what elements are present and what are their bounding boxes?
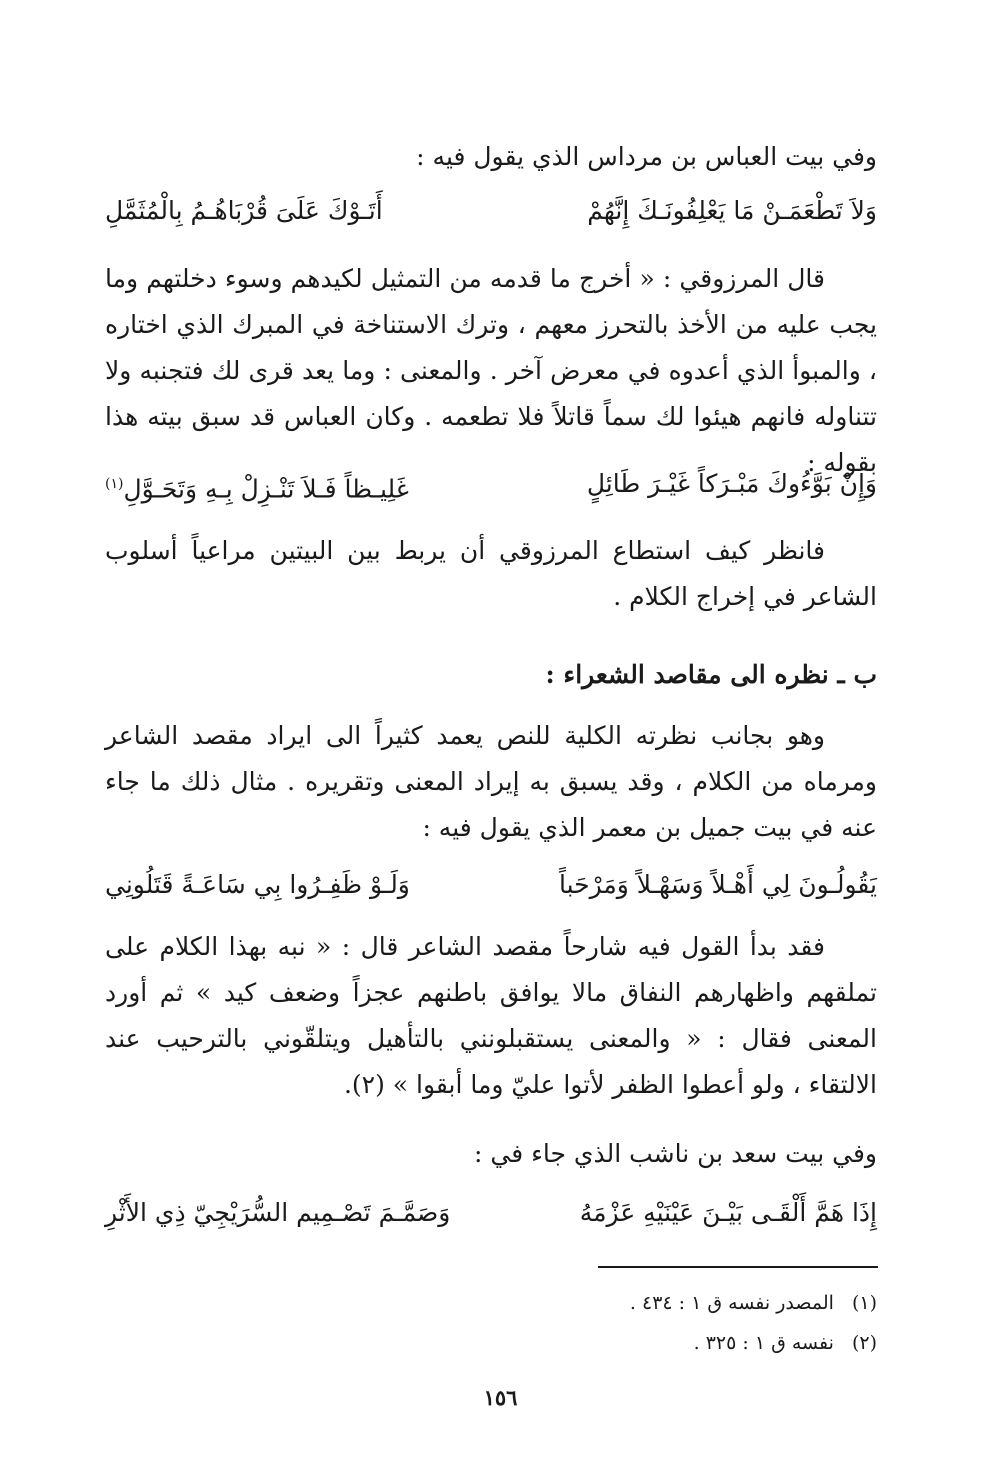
footnote-number: (١) xyxy=(851,1292,877,1314)
verse-first-hemistich: وَلاَ تَطْعَمَـنْ مَا يَعْلِفُونَـكَ إِنَّهُمْ xyxy=(587,196,877,225)
verse-first-hemistich: يَقُولُـونَ لِي أَهْـلاً وَسَهْـلاً وَمَرْحَباً xyxy=(558,870,877,899)
verse-abbas-1 xyxy=(105,188,877,234)
verse-second-hemistich: وَصَمَّـمَ تَصْـمِيم السُّرَيْجِيّ ذِي الأَثْرِ xyxy=(105,1198,451,1227)
footnote-text: نفسه ق ١ : ٣٢٥ . xyxy=(693,1332,834,1354)
section-heading: ب ـ نظره الى مقاصد الشعراء : xyxy=(545,660,877,689)
intro-line-abbas: وفي بيت العباس بن مرداس الذي يقول فيه : xyxy=(416,142,877,171)
verse-first-hemistich: وَإِنْ بَوَّءُوكَ مَبْـرَكاً غَيْـرَ طَائِلٍ xyxy=(586,469,877,498)
verse-saad xyxy=(105,1190,877,1236)
footnote-separator xyxy=(598,1266,878,1268)
footnote-1 xyxy=(105,1288,877,1318)
paragraph-explanation: فقد بدأ القول فيه شارحاً مقصد الشاعر قال : « نبه بهذا الكلام على تملقهم واظهارهم النفاق مالا يوافق باطنهم عجزاً وضعف كيد » ثم أورد المعنى فقال : « والمعنى يستقبلونني بالتأهيل ويتلقّوني بالترحيب عند الالتقاء ، ولو أعطوا الظفر لأتوا عليّ وما أبقوا » (٢). xyxy=(105,932,877,1099)
verse-jamil xyxy=(105,862,877,908)
verse-second-hemistich: غَلِيـظاً فَـلاَ تَنْـزِلْ بِـهِ وَتَحَـوَّلِ$^{(١)}$ xyxy=(105,474,409,504)
paragraph-marzouqi-commentary: قال المرزوقي : « أخرج ما قدمه من التمثيل لكيدهم وسوء دخلتهم وما يجب عليه من الأخذ بالتحرز معهم ، وترك الاستناخة في المبرك الذي اختاره ، والمبوأ الذي أعدوه في معرض آخر . والمعنى : وما يعد قرى لك فتجنبه ولا تتناوله فانهم هيئوا لك سماً قاتلاً فلا تطعمه . وكان العباس قد سبق بيته هذا بقوله : xyxy=(105,264,877,477)
paragraph-analysis: فانظر كيف استطاع المرزوقي أن يربط بين البيتين مراعياً أسلوب الشاعر في إخراج الكلام . xyxy=(105,536,877,611)
verse-abbas-2 xyxy=(105,461,877,507)
page-number: ١٥٦ xyxy=(483,1385,518,1410)
footnote-number: (٢) xyxy=(851,1332,877,1354)
footnote-text: المصدر نفسه ق ١ : ٤٣٤ . xyxy=(629,1292,834,1314)
verse-first-hemistich: إِذَا هَمَّ أَلْقَـى بَيْـنَ عَيْنَيْهِ عَزْمَهُ xyxy=(579,1198,877,1227)
paragraph-poet-intent: وهو بجانب نظرته الكلية للنص يعمد كثيراً الى ايراد مقصد الشاعر ومرماه من الكلام ، وقد يسبق به إيراد المعنى وتقريره . مثال ذلك ما جاء عنه في بيت جميل بن معمر الذي يقول فيه : xyxy=(105,721,877,842)
verse-second-hemistich: أَتَـوْكَ عَلَىَ قُرْبَاهُـمُ بِالْمُثَمَّلِ xyxy=(105,196,383,225)
footnote-ref-1: (١) xyxy=(105,476,124,492)
verse-second-hemistich: وَلَـوْ ظَفِـرُوا بِي سَاعَـةً قَتَلُونِي xyxy=(105,870,410,899)
footnote-2 xyxy=(105,1328,877,1358)
intro-line-saad: وفي بيت سعد بن ناشب الذي جاء في : xyxy=(474,1139,877,1168)
